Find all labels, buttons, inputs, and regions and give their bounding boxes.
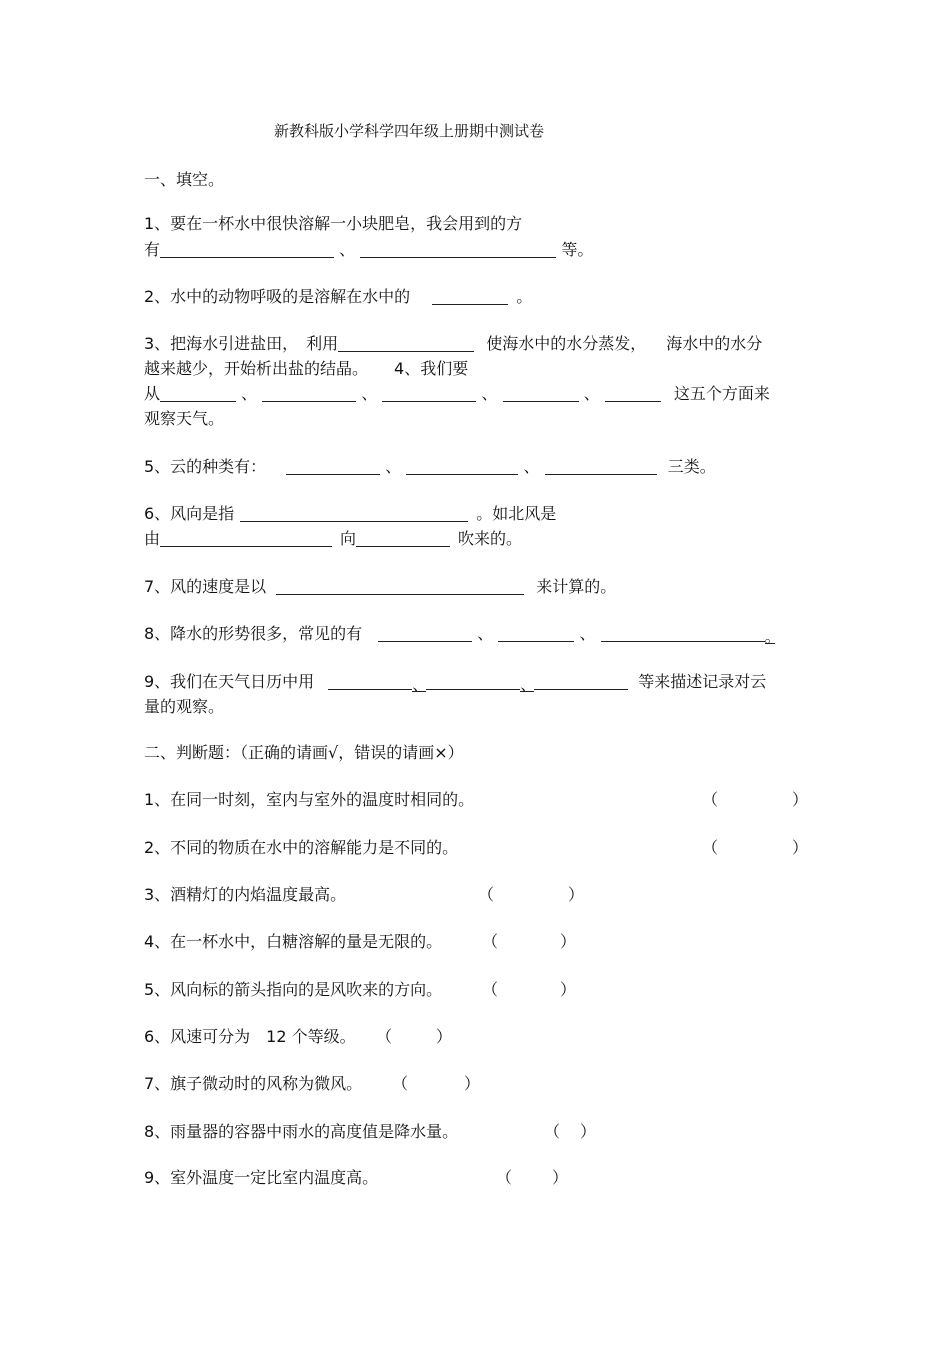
answer-blank[interactable]	[286, 458, 380, 475]
answer-paren-close[interactable]: ）	[792, 838, 809, 857]
q8-text: 8、降水的形势很多，常见的有	[144, 624, 363, 643]
judge-item-2: 2、不同的物质在水中的溶解能力是不同的。	[144, 838, 459, 857]
q1-text-you: 有	[144, 240, 161, 259]
separator: 、	[583, 384, 600, 403]
answer-paren-close[interactable]: ）	[792, 790, 809, 809]
judge-item-9: 9、室外温度一定比室内温度高。	[144, 1168, 379, 1187]
separator: 、	[241, 384, 258, 403]
question-4-tail: 观察天气。	[144, 409, 225, 428]
answer-paren-close[interactable]: ）	[560, 980, 577, 999]
answer-paren-open[interactable]: （	[478, 885, 495, 904]
q9-text-end: 等来描述记录对云	[638, 672, 767, 691]
separator: 、	[523, 457, 540, 476]
answer-blank[interactable]	[382, 385, 476, 402]
separator: 、	[520, 675, 537, 694]
answer-paren-close[interactable]: ）	[568, 885, 585, 904]
separator: 、	[481, 384, 498, 403]
question-2	[144, 287, 532, 307]
q7-text: 7、风的速度是以	[144, 577, 267, 596]
answer-blank[interactable]	[356, 530, 450, 547]
answer-blank[interactable]	[432, 288, 508, 305]
judge-item-8: 8、雨量器的容器中雨水的高度值是降水量。	[144, 1122, 459, 1141]
q2-text-end: 。	[516, 287, 533, 306]
question-4-start: 4、我们要	[394, 359, 469, 378]
q6-text: 6、风向是指	[144, 504, 235, 523]
answer-paren-close[interactable]: ）	[464, 1074, 481, 1093]
answer-blank[interactable]	[160, 241, 334, 258]
separator: 、	[477, 624, 494, 643]
q3-text-3: 海水中的水分	[666, 334, 763, 353]
q9-text: 9、我们在天气日历中用	[144, 672, 315, 691]
answer-blank[interactable]	[601, 625, 765, 642]
question-4-line	[144, 384, 770, 404]
answer-blank[interactable]	[503, 385, 579, 402]
question-8	[144, 624, 781, 646]
q6-text-5: 吹来的。	[458, 529, 523, 548]
answer-blank[interactable]	[545, 458, 657, 475]
question-6-line-2	[144, 529, 522, 549]
answer-blank[interactable]	[160, 385, 236, 402]
answer-paren-open[interactable]: （	[482, 980, 499, 999]
q8-text-end: 。	[764, 627, 781, 646]
q3-text: 3、把海水引进盐田， 利用	[144, 334, 339, 353]
answer-blank[interactable]	[426, 673, 520, 690]
q6-text-3: 由	[144, 529, 161, 548]
q4-text-end: 这五个方面来	[673, 384, 770, 403]
answer-blank[interactable]	[534, 673, 628, 690]
answer-blank[interactable]	[276, 578, 524, 595]
q1-text-end: 等。	[561, 240, 594, 259]
answer-paren-open[interactable]: （	[496, 1168, 513, 1187]
answer-paren-open[interactable]: （	[376, 1027, 393, 1046]
judge-item-6: 6、风速可分为 12 个等级。	[144, 1027, 356, 1046]
q5-text-end: 三类。	[667, 457, 716, 476]
q3-text-2: 使海水中的水分蒸发，	[486, 334, 647, 353]
question-7	[144, 577, 616, 597]
separator: 、	[361, 384, 378, 403]
question-1-line-1: 1、要在一杯水中很快溶解一小块肥皂，我会用到的方	[144, 214, 523, 233]
answer-paren-close[interactable]: ）	[552, 1168, 569, 1187]
answer-paren-open[interactable]: （	[544, 1122, 561, 1141]
separator: 、	[412, 675, 429, 694]
answer-blank[interactable]	[262, 385, 356, 402]
section-heading-judge: 二、判断题：（正确的请画√，错误的请画×）	[144, 743, 464, 762]
answer-blank[interactable]	[328, 673, 412, 690]
section-heading-fill: 一、填空。	[144, 170, 225, 189]
answer-paren-open[interactable]: （	[702, 838, 719, 857]
page-title: 新教科版小学科学四年级上册期中测试卷	[274, 122, 545, 140]
judge-item-3: 3、酒精灯的内焰温度最高。	[144, 885, 347, 904]
question-6-line-1	[144, 504, 556, 524]
judge-item-1: 1、在同一时刻，室内与室外的温度时相同的。	[144, 790, 475, 809]
answer-blank[interactable]	[498, 625, 574, 642]
answer-paren-close[interactable]: ）	[436, 1027, 453, 1046]
judge-item-4: 4、在一杯水中，白糖溶解的量是无限的。	[144, 932, 443, 951]
judge-item-5: 5、风向标的箭头指向的是风吹来的方向。	[144, 980, 443, 999]
answer-blank[interactable]	[338, 335, 474, 352]
answer-paren-open[interactable]: （	[392, 1074, 409, 1093]
answer-blank[interactable]	[605, 385, 661, 402]
question-1-line-2	[144, 240, 593, 260]
separator: 、	[339, 240, 356, 259]
separator: 、	[385, 457, 402, 476]
answer-blank[interactable]	[240, 505, 468, 522]
question-3-line-2	[144, 359, 468, 379]
question-5	[144, 457, 716, 477]
q6-text-4: 向	[340, 529, 357, 548]
judge-item-7: 7、旗子微动时的风称为微风。	[144, 1074, 363, 1093]
answer-blank[interactable]	[406, 458, 518, 475]
answer-blank[interactable]	[360, 241, 556, 258]
question-9-tail: 量的观察。	[144, 697, 225, 716]
answer-paren-close[interactable]: ）	[580, 1122, 597, 1141]
answer-blank[interactable]	[378, 625, 472, 642]
q7-text-end: 来计算的。	[536, 577, 617, 596]
question-3-line-1	[144, 334, 762, 354]
answer-paren-close[interactable]: ）	[560, 932, 577, 951]
answer-paren-open[interactable]: （	[482, 932, 499, 951]
question-9	[144, 672, 766, 692]
answer-paren-open[interactable]: （	[702, 790, 719, 809]
q6-text-2: 。如北风是	[476, 504, 557, 523]
separator: 、	[579, 624, 596, 643]
q4-text: 从	[144, 384, 161, 403]
q2-text: 2、水中的动物呼吸的是溶解在水中的	[144, 287, 411, 306]
answer-blank[interactable]	[160, 530, 332, 547]
q5-text: 5、云的种类有：	[144, 457, 267, 476]
q3-text-4: 越来越少，开始析出盐的结晶。	[144, 359, 369, 378]
